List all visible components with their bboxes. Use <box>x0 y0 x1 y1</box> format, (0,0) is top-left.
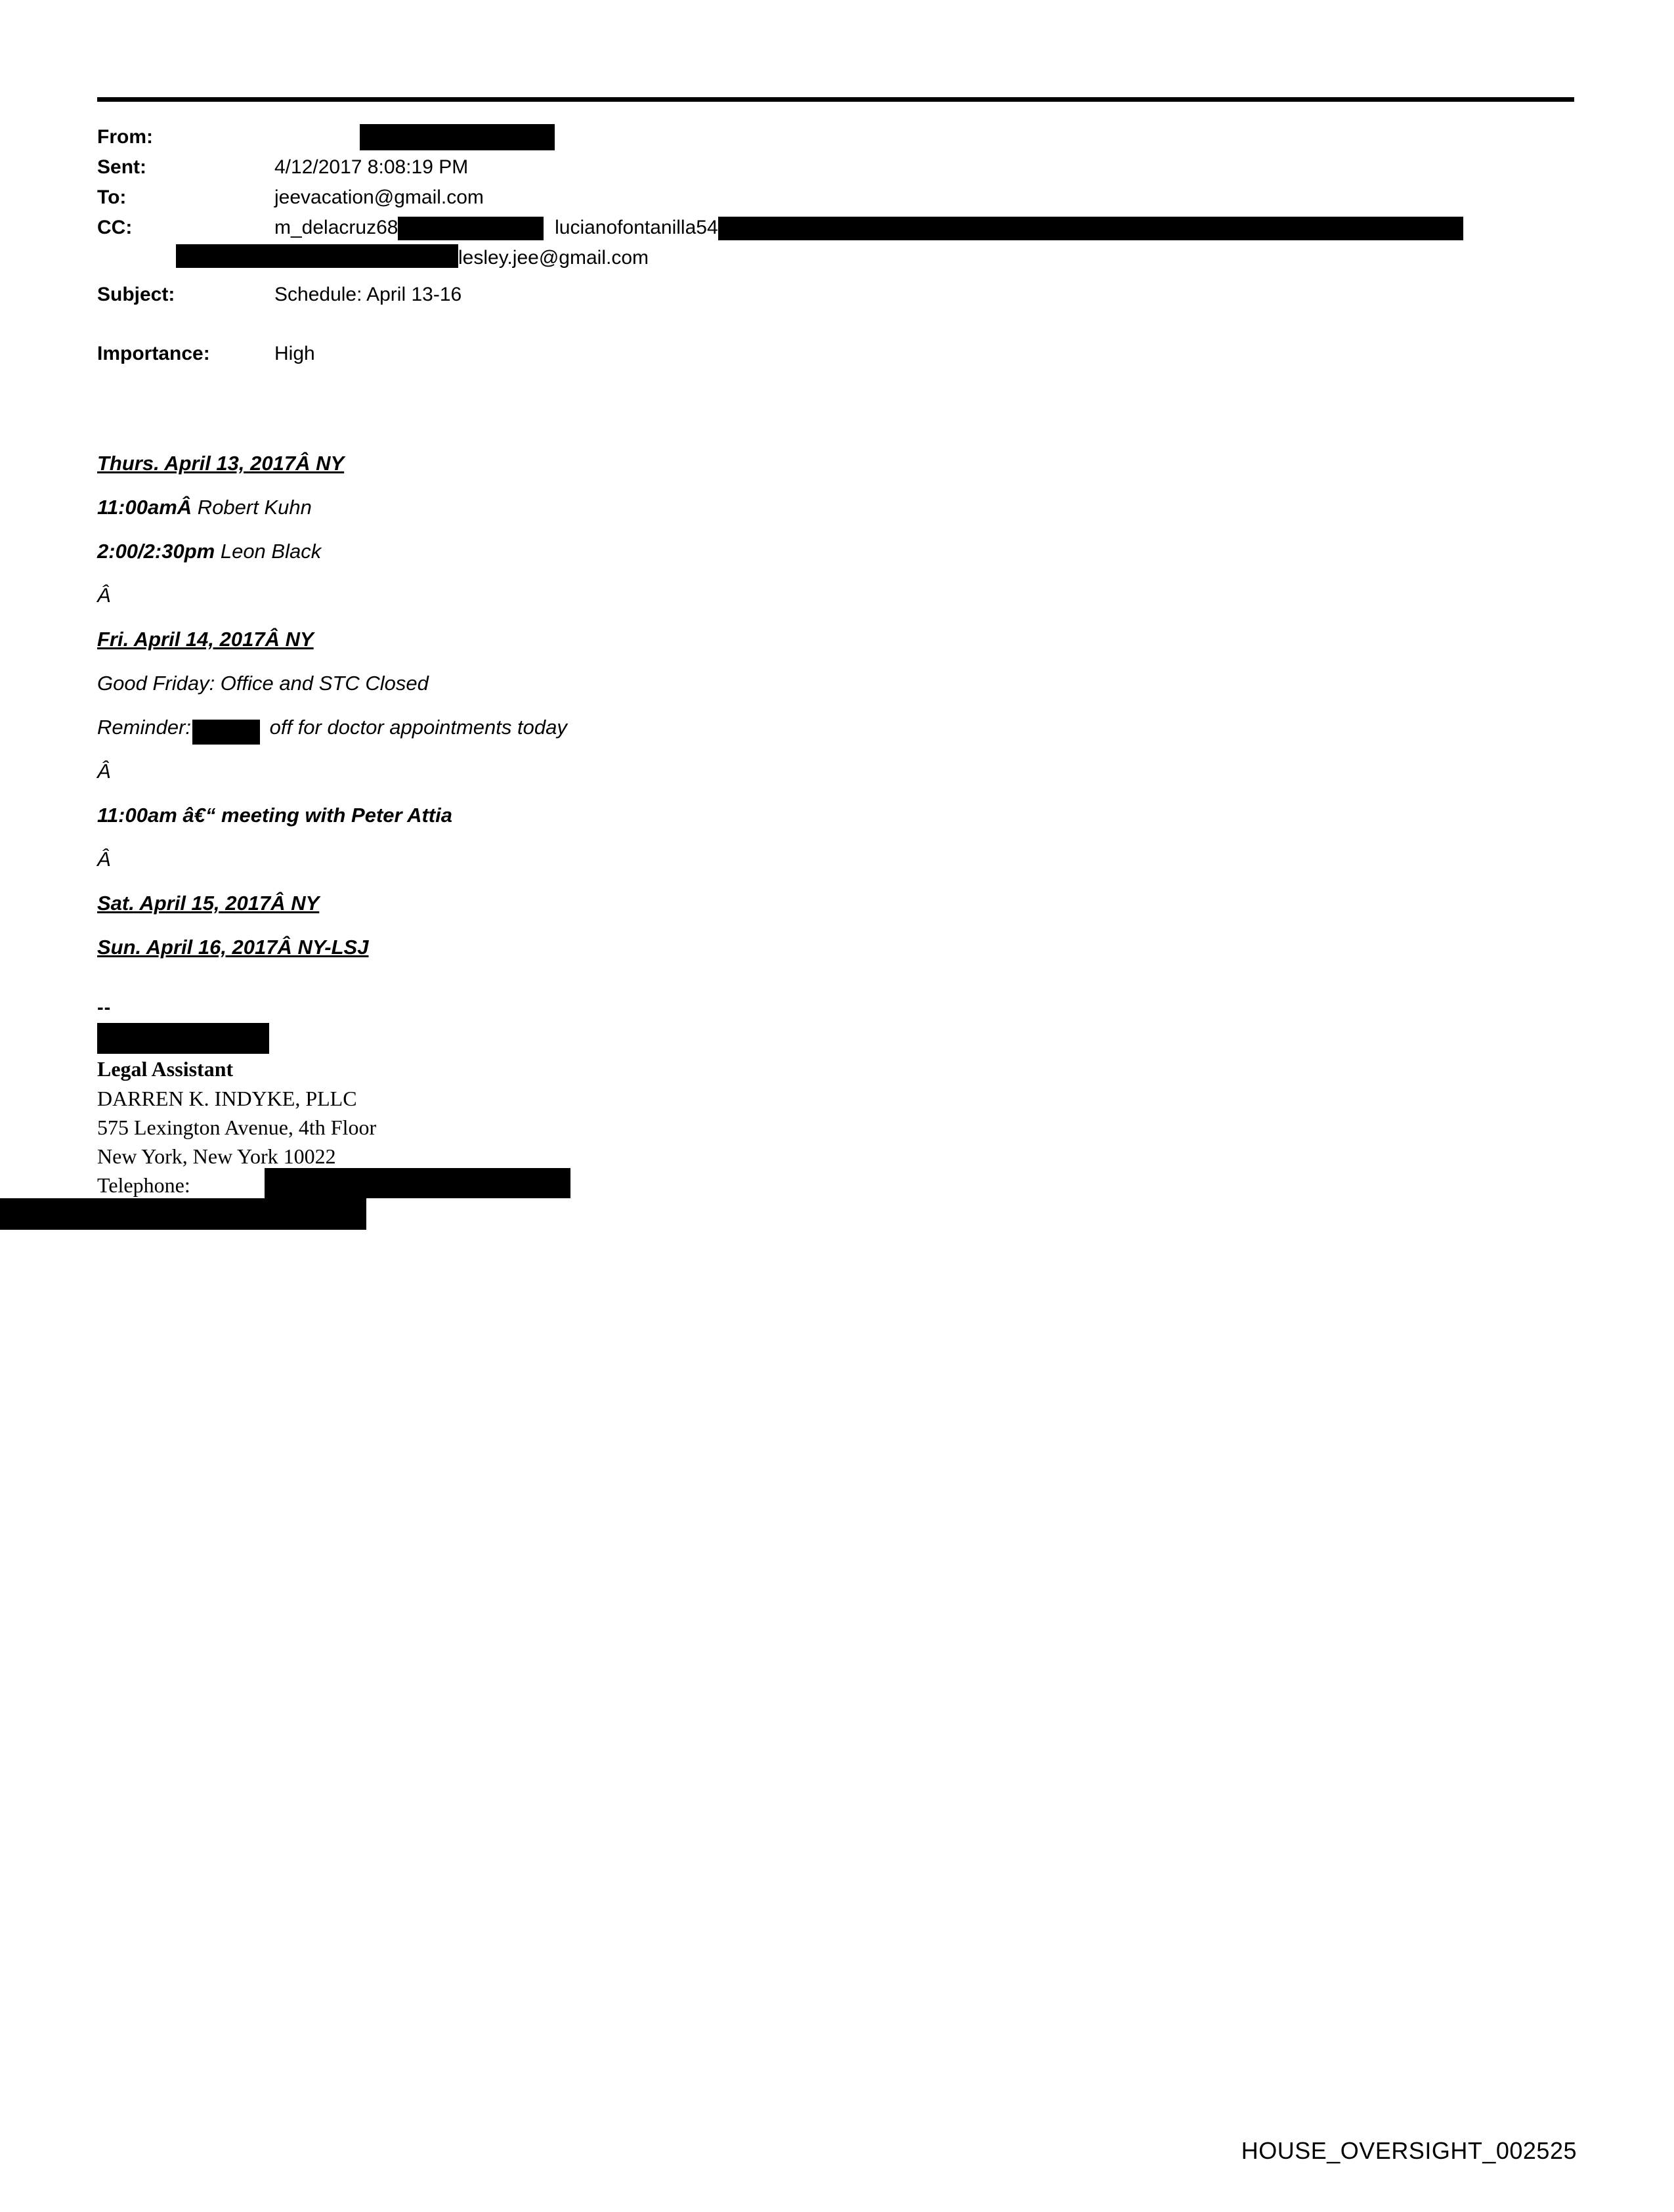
schedule-entry-text: Leon Black <box>215 540 322 563</box>
cc-address-3: lesley.jee@gmail.com <box>458 247 649 269</box>
schedule-spacer: Â <box>97 584 111 607</box>
sent-label: Sent: <box>97 156 146 178</box>
schedule-reminder <box>97 705 1594 749</box>
cc-address-2: lucianofontanilla54 <box>555 217 718 238</box>
cc-redaction-bar-1 <box>398 217 544 240</box>
schedule-spacer: Â <box>97 760 111 783</box>
signature-title: Legal Assistant <box>97 1057 234 1081</box>
cc-redaction-bar-2 <box>718 217 1463 240</box>
schedule-day-heading: Fri. April 14, 2017Â NY <box>97 628 314 651</box>
cc-value-line1 <box>274 213 1463 243</box>
header-row-subject <box>97 280 1594 310</box>
email-signature <box>97 998 885 1201</box>
schedule-entry-text: Robert Kuhn <box>192 496 312 519</box>
from-label: From: <box>97 126 153 148</box>
sent-value: 4/12/2017 8:08:19 PM <box>274 156 469 178</box>
reminder-text: off for doctor appointments today <box>264 716 567 739</box>
email-body <box>97 441 1594 969</box>
header-rule <box>97 97 1574 102</box>
cc-label: CC: <box>97 217 133 238</box>
header-row-from <box>97 122 1594 152</box>
bates-number: HOUSE_OVERSIGHT_002525 <box>1241 2137 1577 2164</box>
signature-name-redaction-bar <box>97 1023 269 1054</box>
reminder-redaction-bar <box>192 720 260 745</box>
schedule-entry-time: 11:00amÂ <box>97 496 192 519</box>
schedule-entry <box>97 529 1594 573</box>
header-row-to <box>97 183 1594 213</box>
subject-label: Subject: <box>97 284 175 305</box>
email-header <box>97 122 1594 369</box>
importance-label: Importance: <box>97 343 210 364</box>
subject-value: Schedule: April 13-16 <box>274 284 462 305</box>
signature-separator: -- <box>97 997 112 1018</box>
reminder-label: Reminder: <box>97 716 191 739</box>
signature-address-line2: New York, New York 10022 <box>97 1144 336 1168</box>
schedule-entry <box>97 485 1594 529</box>
schedule-spacer: Â <box>97 848 111 871</box>
signature-phone <box>97 1171 885 1201</box>
importance-value: High <box>274 343 315 364</box>
schedule-day-heading: Sun. April 16, 2017Â NY-LSJ <box>97 936 369 959</box>
schedule-day-heading: Thurs. April 13, 2017Â NY <box>97 452 345 475</box>
from-redaction-bar <box>360 124 555 150</box>
signature-firm: DARREN K. INDYKE, PLLC <box>97 1087 357 1110</box>
to-value: jeevacation@gmail.com <box>274 186 484 208</box>
schedule-day-heading: Sat. April 15, 2017Â NY <box>97 892 320 915</box>
signature-address-line1: 575 Lexington Avenue, 4th Floor <box>97 1116 377 1139</box>
cc-address-1: m_delacruz68 <box>274 217 398 238</box>
phone-redaction-bar-2 <box>0 1198 366 1230</box>
header-row-cc <box>97 213 1594 243</box>
header-row-sent <box>97 152 1594 183</box>
to-label: To: <box>97 186 127 208</box>
header-row-cc-continued <box>97 243 1594 273</box>
schedule-entry-time: 2:00/2:30pm <box>97 540 215 563</box>
schedule-entry: 11:00am â€“ meeting with Peter Attia <box>97 804 452 827</box>
schedule-note: Good Friday: Office and STC Closed <box>97 672 429 695</box>
header-row-importance <box>97 339 1594 369</box>
phone-redaction-bar-1 <box>265 1168 570 1198</box>
cc-redaction-bar-3 <box>176 244 458 268</box>
signature-phone-label: Telephone: <box>97 1173 190 1197</box>
